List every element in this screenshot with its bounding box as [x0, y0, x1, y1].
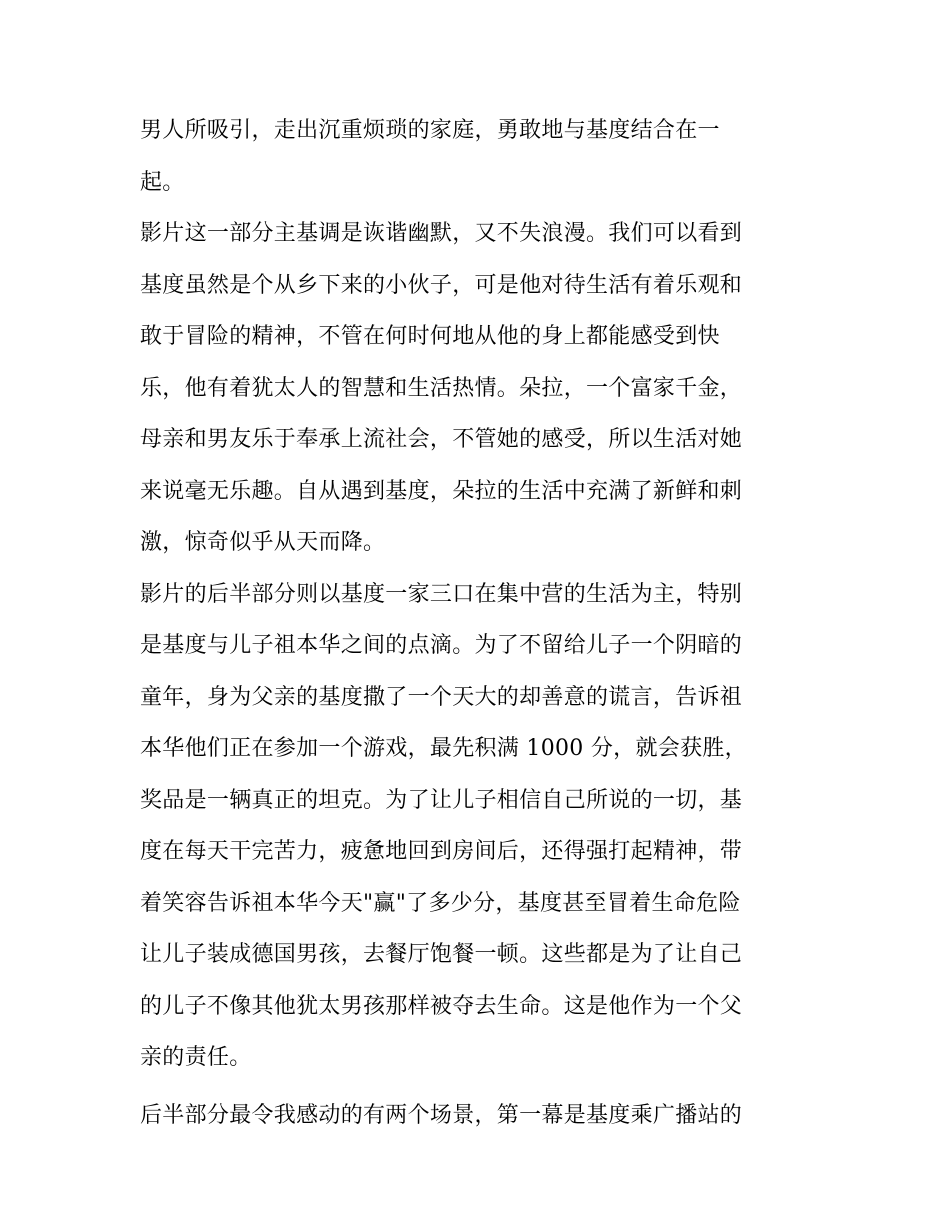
body-text [140, 105, 820, 1141]
text-line: 让儿子装成德国男孩，去餐厅饱餐一顿。这些都是为了让自己 [140, 942, 743, 967]
text-line: 激，惊奇似乎从天而降。 [140, 530, 386, 555]
text-line: 起。 [140, 169, 185, 195]
text-line: 来说毫无乐趣。自从遇到基度，朵拉的生活中充满了新鲜和刺 [140, 478, 743, 504]
text-line: 敢于冒险的精神，不管在何时何地从他的身上都能感受到快 [140, 324, 720, 349]
text-line: 度在每天干完苦力，疲惫地回到房间后，还得强打起精神，带 [140, 839, 743, 864]
text-line: 后半部分最令我感动的有两个场景，第一幕是基度乘广播站的 [140, 1102, 743, 1128]
text-line: 影片这一部分主基调是诙谐幽默，又不失浪漫。我们可以看到 [140, 221, 743, 246]
text-line: 母亲和男友乐于奉承上流社会，不管她的感受，所以生活对她 [140, 427, 743, 452]
text-line: 的儿子不像其他犹太男孩那样被夺去生命。这是他作为一个父 [140, 993, 743, 1019]
text-line: 着笑容告诉祖本华今天"赢"了多少分，基度甚至冒着生命危险 [140, 890, 741, 916]
text-line: 乐，他有着犹太人的智慧和生活热情。朵拉，一个富家千金， [140, 375, 743, 401]
text-line: 本华他们正在参加一个游戏，最先积满 1000 分，就会获胜， [140, 736, 747, 761]
text-line: 基度虽然是个从乡下来的小伙子，可是他对待生活有着乐观和 [140, 272, 743, 298]
text-line: 是基度与儿子祖本华之间的点滴。为了不留给儿子一个阴暗的 [140, 633, 743, 658]
text-line: 亲的责任。 [140, 1045, 252, 1070]
text-line: 男人所吸引，走出沉重烦琐的家庭，勇敢地与基度结合在一 [140, 118, 720, 143]
text-line: 奖品是一辆真正的坦克。为了让儿子相信自己所说的一切，基 [140, 787, 743, 813]
text-line: 童年，身为父亲的基度撒了一个天大的却善意的谎言，告诉祖 [140, 684, 743, 710]
text-line: 影片的后半部分则以基度一家三口在集中营的生活为主，特别 [140, 581, 743, 607]
